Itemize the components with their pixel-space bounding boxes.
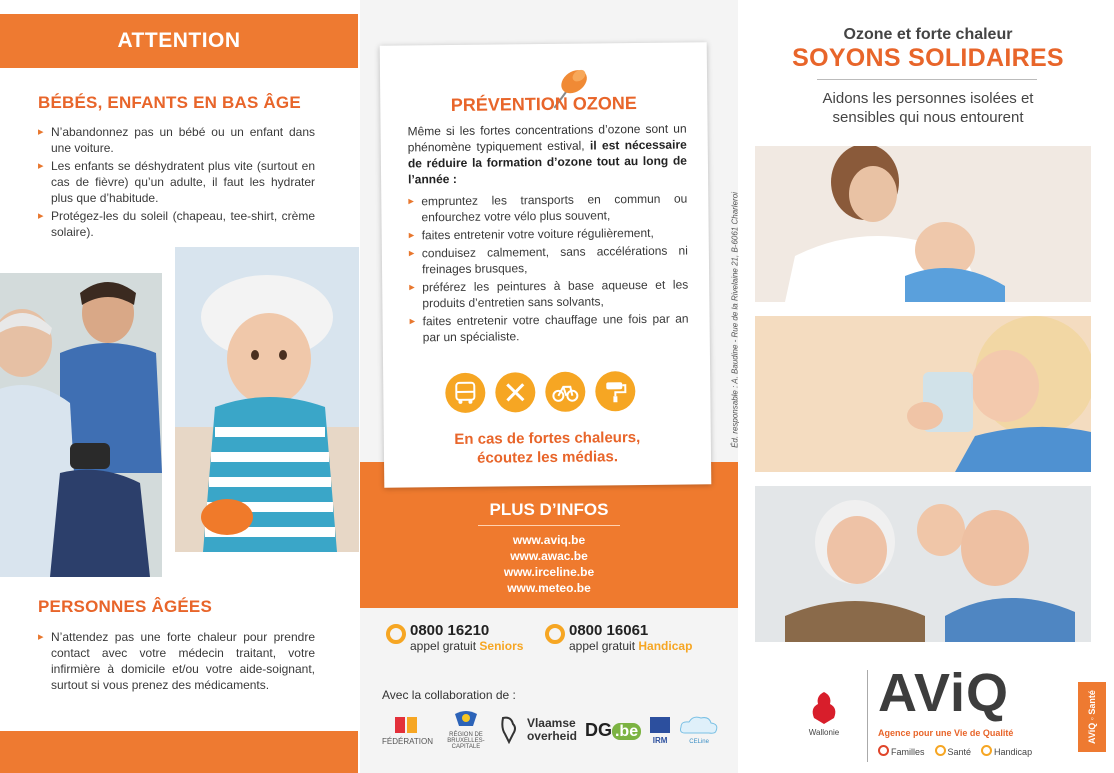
mother-baby-photo <box>755 146 1091 302</box>
bicycle-icon <box>545 372 585 412</box>
divider <box>867 670 868 762</box>
elderly-advice-list <box>38 629 315 695</box>
wallonie-logo: Wallonie <box>808 690 840 737</box>
partner-logos <box>382 710 719 750</box>
dg-be-logo: DG .be <box>585 720 641 741</box>
list-item: ▸ conduisez calmement, sans accélérations ni freinages brusques, <box>409 243 688 278</box>
aviq-logo: AViQ <box>878 663 1010 723</box>
card-intro: Même si les fortes concentrations d’ozone sont un phénomène typiquement estival, il est nécessaire de réduire la formation d’ozone tout au long de l’année : <box>407 121 687 187</box>
divider <box>478 525 620 526</box>
celine-logo: CELine <box>679 715 719 745</box>
publisher-note: Éd. responsable : A. Baudine - Rue de la Rivelaine 21, B-6061 Charleroi <box>730 192 740 448</box>
prevention-icons <box>445 371 635 413</box>
cover-subtitle: Ozone et forte chaleur <box>843 26 1013 43</box>
ozone-prevention-card <box>380 42 712 487</box>
list-item: ▸ Les enfants se déshydratent plus vite (surtout en cas de fièvre) qu’un adulte, il faut les hydrater plus que d’habitude. <box>38 158 315 206</box>
branch-familles: Familles <box>878 745 925 757</box>
phone-label: appel gratuit Seniors <box>410 639 524 653</box>
aviq-branches <box>878 745 1032 757</box>
card-title: PRÉVENTION OZONE <box>450 93 637 115</box>
phone-number[interactable]: 0800 16210 <box>410 622 490 639</box>
cover-tagline: Aidons les personnes isolées et sensibles qui nous entourent <box>822 90 1034 126</box>
bottom-accent-bar <box>0 731 358 773</box>
link-awac[interactable]: www.awac.be <box>510 549 588 563</box>
phone-label: appel gratuit Handicap <box>569 639 693 653</box>
bus-icon <box>445 373 485 413</box>
paint-roller-icon <box>595 371 635 411</box>
babies-advice-list <box>38 124 315 242</box>
attention-banner: ATTENTION <box>0 14 358 68</box>
vlaamse-overheid-logo: Vlaamse overheid <box>526 716 577 743</box>
prevention-list <box>408 191 689 348</box>
elderly-heading: PERSONNES ÂGÉES <box>38 597 212 616</box>
phone-icon <box>386 624 406 644</box>
phone-seniors <box>386 622 523 653</box>
child-sunhat-photo <box>175 247 359 552</box>
federation-logo: FÉDÉRATION <box>382 715 433 746</box>
tools-icon <box>495 372 535 412</box>
doctor-elderly-photo <box>0 273 162 577</box>
list-item: ▸ N’attendez pas une forte chaleur pour prendre contact avec votre médecin traitant, votre infirmière à domicile et/ou votre aide-soignant, surtout si vous prenez des médicaments. <box>38 629 315 693</box>
collaboration-label: Avec la collaboration de : <box>382 688 516 702</box>
list-item: ▸ préférez les peintures à base aqueuse et les produits d’entretien sans solvants, <box>409 277 688 312</box>
child-drinking-photo <box>755 316 1091 472</box>
more-info-title: PLUS D’INFOS <box>489 500 609 519</box>
grandparents-photo <box>755 486 1091 642</box>
bruxelles-logo: RÉGION DE BRUXELLES-CAPITALE <box>441 710 491 750</box>
irm-logo: IRM <box>649 716 671 745</box>
branch-handicap: Handicap <box>981 745 1032 757</box>
lion-logo <box>499 714 519 746</box>
middle-panel <box>360 0 738 773</box>
rooster-icon <box>808 690 840 726</box>
aviq-sante-tab: AViQ ◦ Santé <box>1078 682 1106 752</box>
cover-title: SOYONS SOLIDAIRES <box>792 44 1064 72</box>
phone-handicap <box>545 622 692 653</box>
links-list <box>360 532 738 596</box>
phone-icon <box>545 624 565 644</box>
list-item: ▸ faites entretenir votre voiture régulièrement, <box>409 225 688 244</box>
left-panel <box>0 0 360 773</box>
right-panel <box>742 0 1114 773</box>
link-aviq[interactable]: www.aviq.be <box>512 533 586 547</box>
media-notice: En cas de fortes chaleurs, écoutez les médias. <box>454 429 641 467</box>
babies-heading: BÉBÉS, ENFANTS EN BAS ÂGE <box>38 93 301 112</box>
list-item: ▸ N’abandonnez pas un bébé ou un enfant dans une voiture. <box>38 124 315 156</box>
link-irceline[interactable]: www.irceline.be <box>503 565 595 579</box>
branch-sante: Santé <box>935 745 972 757</box>
list-item: ▸ Protégez-les du soleil (chapeau, tee-shirt, crème solaire). <box>38 208 315 240</box>
list-item: ▸ faites entretenir votre chauffage une fois par an par un spécialiste. <box>409 311 688 346</box>
phone-number[interactable]: 0800 16061 <box>569 622 649 639</box>
aviq-tagline: Agence pour une Vie de Qualité <box>878 728 1014 738</box>
list-item: ▸ empruntez les transports en commun ou enfourchez votre vélo plus souvent, <box>408 191 687 226</box>
link-meteo[interactable]: www.meteo.be <box>507 581 591 595</box>
divider <box>817 79 1037 80</box>
